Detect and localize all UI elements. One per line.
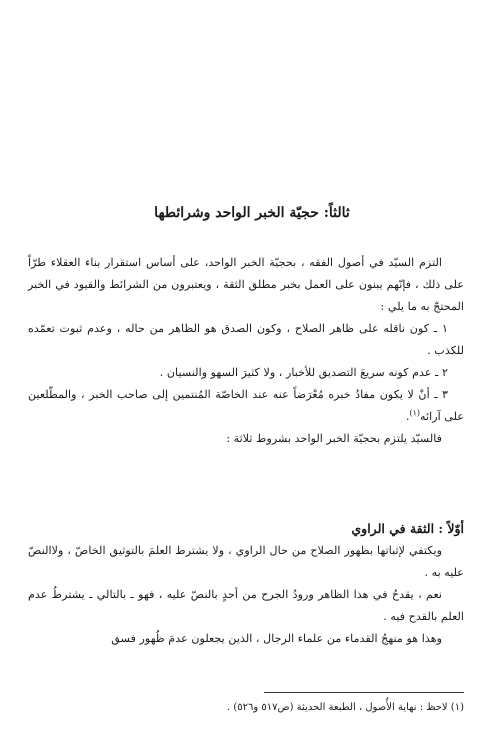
intro-paragraph: التزم السيّد في أصول الفقه ، بحجيّة الخبر الواحد، على أساس استقرار بناء العقلاء طرّاً على ذلك ، فإنّهم يبنون على العمل بخبر مطلق الثقة ، ويعتبرون من الشرائط والقيود في الخبر المحتجّ به ما يلي : — [28, 256, 464, 313]
section-title: ثالثاً: حجيّة الخبر الواحد وشرائطها — [154, 205, 350, 221]
condition-2: ٢ ـ عدم كونه سريعَ التصديق للأخبار ، ولا كثيرَ السهو والنسيان . — [159, 366, 448, 379]
condition-3-tail: . — [405, 410, 410, 423]
footnote-divider — [264, 692, 464, 693]
paragraph-3: وهذا هو منهجُ القدماء من علماء الرجال ، الذين يجعلون عدمَ ظُهور فسق — [111, 632, 442, 645]
footnote-reference: (١) — [409, 408, 420, 418]
subsection-body — [28, 540, 464, 650]
subsection-title: أوّلاً : الثقة في الراوي — [351, 521, 464, 536]
paragraph-1: ويكتفي لإثباتها بظهور الصلاح من حال الراوي ، ولا يشترط العلمَ بالتوثيق الخاصّ ، ولاالنصّ عليه به . — [28, 544, 464, 579]
paragraph-2: نعم ، يقدحُ في هذا الظاهر ورودُ الجرح من أحدٍ بالنصّ عليه ، فهو ـ بالتالي ـ يشترطُ عدم العلم بالقدح فيه . — [28, 588, 464, 623]
body-text — [28, 252, 464, 450]
condition-3-text: ٣ ـ أنْ لا يكون مفادُ خبره مُعْرَضاً عنه عند الخاصّة المُنتمين إلى صاحب الخبر ، والمطّلعين على آرائه — [28, 388, 464, 423]
footnote: (١) لاحظ : نهاية الأُصول ، الطبعة الحديثة (ص٥١٧ و٥٢٦) . — [226, 702, 464, 713]
condition-3 — [28, 384, 464, 428]
condition-1: ١ ـ كون ناقله على ظاهر الصلاح ، وكون الصدق هو الظاهر من حاله ، وعدم ثبوت تعمّده للكذب . — [28, 322, 464, 357]
summary-paragraph: فالسيّد يلتزم بحجيّة الخبر الواحد بشروط ثلاثة : — [226, 432, 442, 445]
